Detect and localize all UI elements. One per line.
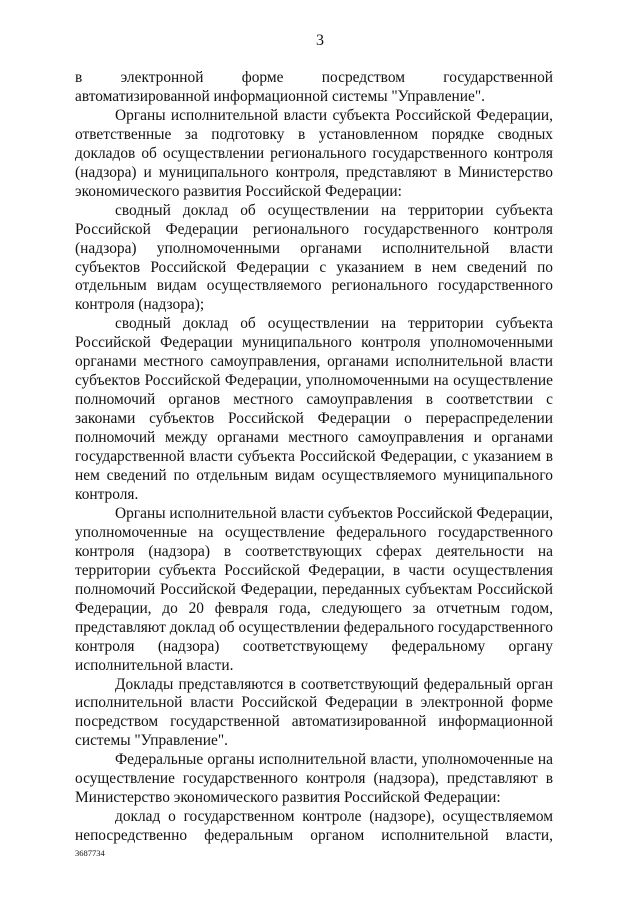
paragraph-federal-bodies: Федеральные органы исполнительной власти, уполномоченные на осуществление государственного контроля (надзора), представляют в Министерство экономического развития Российской Федерации: xyxy=(75,751,553,807)
paragraph-reports-submission: Доклады представляются в соответствующий федеральный орган исполнительной власти Российской Федерации в электронной форме посредством государственной автоматизированной информационной системы "Управление". xyxy=(75,675,553,750)
paragraph-federal-control-delegated: Органы исполнительной власти субъектов Российской Федерации, уполномоченные на осуществление федерального государственного контроля (надзора) в соответствующих сферах деятельности на территории субъекта Российской Федерации, в части осуществления полномочий Российской Федерации, переданных субъектам Российской Федерации, до 20 февраля года, следующего за отчетным годом, представляют доклад об осуществлении федерального государственного контроля (надзора) соответствующему федеральному органу исполнительной власти. xyxy=(75,504,554,674)
document-body xyxy=(75,69,553,846)
paragraph-continuation: в электронной форме посредством государственной автоматизированной информационной системы "Управление". xyxy=(75,69,553,105)
document-code: 3687734 xyxy=(75,848,105,858)
paragraph-federal-report: доклад о государственном контроле (надзоре), осуществляемом непосредственно федеральным органом исполнительной власти, xyxy=(75,808,553,845)
paragraph-regional-control-report: сводный доклад об осуществлении на территории субъекта Российской Федерации регионального государственного контроля (надзора) уполномоченными органами исполнительной власти субъектов Российской Федерации с указанием в нем сведений по отдельным видам осуществляемого регионального государственного контроля (надзора); xyxy=(75,201,553,314)
page-number: 3 xyxy=(316,32,324,49)
paragraph-municipal-control-report: сводный доклад об осуществлении на территории субъекта Российской Федерации муниципального контроля уполномоченными органами местного самоуправления, органами исполнительной власти субъектов Российской Федерации, уполномоченными на осуществление полномочий органов местного самоуправления в соответствии с законами субъектов Российской Федерации о перераспределении полномочий между органами местного самоуправления и органами государственной власти субъекта Российской Федерации, с указанием в нем сведений по отдельным видам осуществляемого муниципального контроля. xyxy=(75,315,553,503)
paragraph-regional-bodies: Органы исполнительной власти субъекта Российской Федерации, ответственные за подготовку в установленном порядке сводных докладов об осуществлении регионального государственного контроля (надзора) и муниципального контроля, представляют в Министерство экономического развития Российской Федерации: xyxy=(75,106,553,200)
